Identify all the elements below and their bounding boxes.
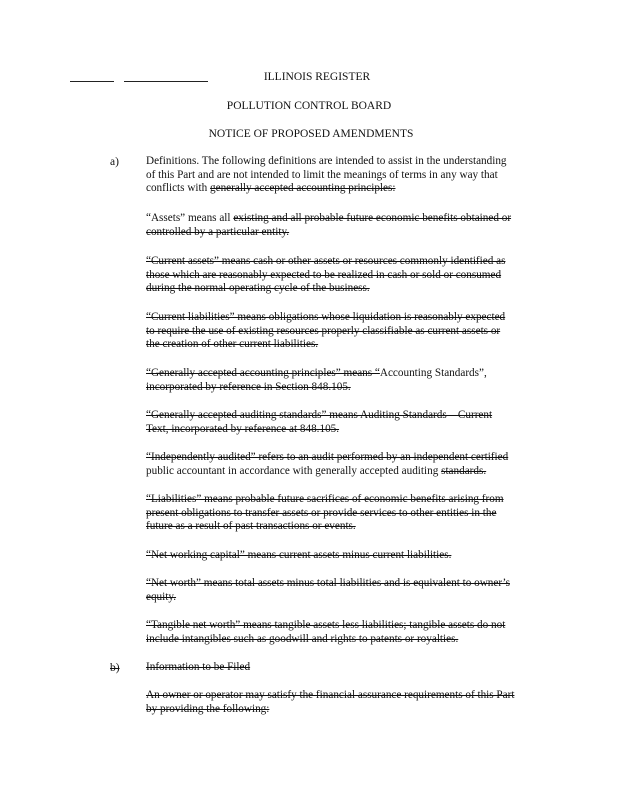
notice-title: NOTICE OF PROPOSED AMENDMENTS [208,128,414,140]
section-b-label: b) [110,662,120,674]
board-title: POLLUTION CONTROL BOARD [226,100,392,112]
definitions-intro: Definitions. The following definitions are intended to assist in the understanding of this Part and are not intended to limit the meanings of terms in any way that conflicts with generally accepted accounting principles: [146,155,507,195]
definition-assets: “Assets” means all existing and all probable future economic benefits obtained or controlled by a particular entity. [146,212,512,238]
definition-net-working-capital: “Net working capital” means current assets minus current liabilities. [146,549,452,561]
definition-current-liabilities: “Current liabilities” means obligations whose liquidation is reasonably expected to require the use of existing resources properly classifiable as current assets or the creation of other current liabilities. [146,311,506,351]
definition-net-worth: “Net worth” means total assets minus total liabilities and is equivalent to owner’s equity. [146,577,510,603]
section-a-label: a) [110,156,119,168]
definition-gaas: “Generally accepted auditing standards” means Auditing Standards – Current Text, incorporated by reference at 848.105. [146,409,493,435]
register-title: ILLINOIS REGISTER [263,71,371,83]
section-b-title: Information to be Filed [146,661,251,673]
definition-tangible-net-worth: “Tangible net worth” means tangible assets less liabilities; tangible assets do not include intangibles such as goodwill and rights to patents or royalties. [146,619,506,645]
definition-current-assets: “Current assets” means cash or other assets or resources commonly identified as those which are reasonably expected to be realized in cash or sold or consumed during the normal operating cycle of the business. [146,255,506,295]
definition-independently-audited: “Independently audited” refers to an audit performed by an independent certified public accountant in accordance with generally accepted auditing standards. [146,451,509,477]
definition-gaap: “Generally accepted accounting principles” means “Accounting Standards”, incorporated by reference in Section 848.105. [146,367,487,393]
definition-liabilities: “Liabilities” means probable future sacrifices of economic benefits arising from present obligations to transfer assets or provide services to other entities in the future as a result of past transactions or events. [146,493,504,533]
section-b-body: An owner or operator may satisfy the financial assurance requirements of this Part by providing the following: [146,689,515,715]
